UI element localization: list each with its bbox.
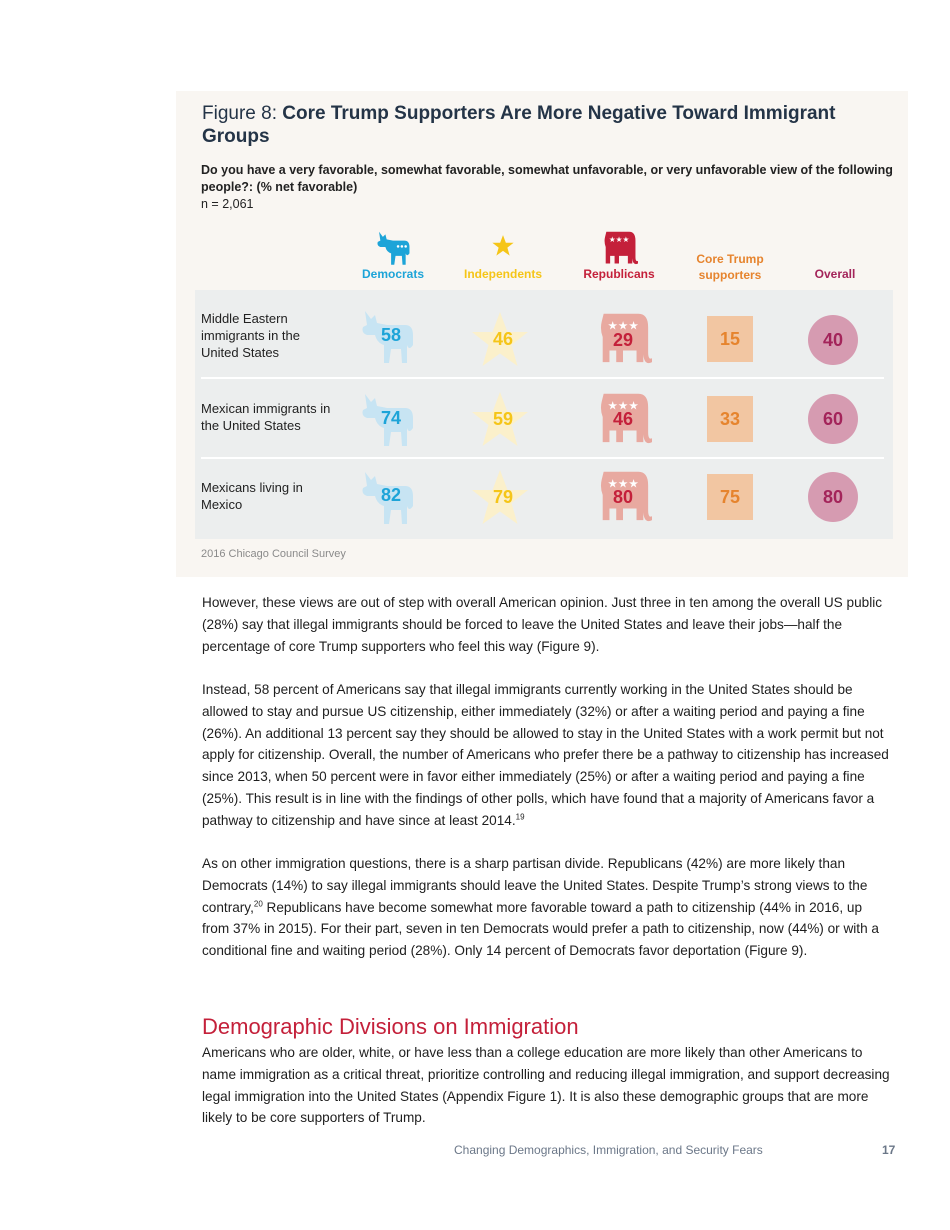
column-header-republicans <box>564 228 674 282</box>
cell-democrats-row2 <box>356 388 426 448</box>
value-democrats: 82 <box>380 485 402 505</box>
paragraph-3-text-a: As on other immigration questions, there is a sharp partisan divide. Republicans (42%) are more likely than Democrats (14%) to say illegal immigrants should leave the United States. Despite Trump’s strong views to the contrary, <box>202 856 868 915</box>
row-label-mexicans-in-mexico: Mexicans living in Mexico <box>201 480 303 512</box>
column-label-core-trump: Core Trump supporters <box>696 252 764 282</box>
figure-heading: Core Trump Supporters Are More Negative Toward Immigrant Groups <box>202 103 836 147</box>
value-republicans: 29 <box>612 330 634 350</box>
row-label-mexican-immigrants: Mexican immigrants in the United States <box>201 401 331 433</box>
column-label-republicans: Republicans <box>583 267 655 281</box>
value-independents: 59 <box>492 409 514 429</box>
svg-text:★★★: ★★★ <box>608 234 630 244</box>
cell-democrats-row1 <box>356 305 426 365</box>
cell-republicans-row3 <box>594 466 664 526</box>
footnote-20: 20 <box>253 899 263 909</box>
value-democrats: 74 <box>380 408 402 428</box>
elephant-icon <box>600 228 638 266</box>
value-overall: 40 <box>808 315 858 365</box>
star-icon <box>484 228 522 266</box>
row-label-middle-eastern: Middle Eastern immigrants in the United States <box>201 311 300 360</box>
survey-question: Do you have a very favorable, somewhat favorable, somewhat unfavorable, or very unfavorable view of the following people?: (% net favorable) <box>201 163 893 194</box>
cell-independents-row2 <box>468 390 538 450</box>
cell-democrats-row3 <box>356 466 426 526</box>
svg-text:★★★: ★★★ <box>607 318 639 333</box>
column-label-democrats: Democrats <box>361 267 425 281</box>
value-core-trump: 15 <box>707 316 753 362</box>
paragraph-3 <box>202 853 892 962</box>
value-democrats: 58 <box>380 325 402 345</box>
value-republicans: 46 <box>612 409 634 429</box>
figure-title <box>202 102 842 148</box>
column-label-independents: Independents <box>463 267 542 281</box>
sample-size: n = 2,061 <box>201 197 254 211</box>
paragraph-1: However, these views are out of step with overall American opinion. Just three in ten among the overall US public (28%) say that illegal immigrants should be forced to leave the United States and leave their jobs—half the percentage of core Trump supporters who feel this way (Figure 9). <box>202 595 883 654</box>
cell-independents-row1 <box>468 310 538 370</box>
column-header-overall <box>780 266 890 282</box>
column-header-core-trump <box>675 251 785 283</box>
value-core-trump: 33 <box>707 396 753 442</box>
svg-text:★★★: ★★★ <box>607 398 639 413</box>
row-divider <box>201 377 884 379</box>
page-number: 17 <box>882 1143 896 1157</box>
donkey-icon <box>374 228 412 266</box>
value-republicans: 80 <box>612 487 634 507</box>
value-overall: 60 <box>808 394 858 444</box>
paragraph-4: Americans who are older, white, or have less than a college education are more likely than other Americans to name immigration as a critical threat, prioritize controlling and reducing illegal immigration, and support decreasing legal immigration into the United States (Appendix Figure 1). It is also these demographic groups that are more likely to be core supporters of Trump. <box>202 1045 890 1126</box>
paragraph-2 <box>202 679 892 832</box>
cell-independents-row3 <box>468 468 538 528</box>
footnote-19: 19 <box>515 812 525 822</box>
footer-title: Changing Demographics, Immigration, and Security Fears <box>454 1143 763 1157</box>
row-divider <box>201 457 884 459</box>
figure-source: 2016 Chicago Council Survey <box>201 548 346 560</box>
svg-text:★★★: ★★★ <box>607 476 639 491</box>
paragraph-2-text: Instead, 58 percent of Americans say that illegal immigrants currently working in the United States should be allowed to stay and pursue US citizenship, either immediately (32%) or after a waiting period and paying a fine (26%). An additional 13 percent say they should be allowed to stay in the United States with a work permit but not apply for citizenship. Overall, the number of Americans who prefer there be a pathway to citizenship has increased since 2013, when 50 percent were in favor either immediately (25%) or after a waiting period and paying a fine (25%). This result is in line with the findings of other polls, which have found that a majority of Americans favor a pathway to citizenship and have since at least 2014. <box>202 682 889 828</box>
value-overall: 80 <box>808 472 858 522</box>
value-core-trump: 75 <box>707 474 753 520</box>
value-independents: 79 <box>492 487 514 507</box>
cell-republicans-row1 <box>594 308 664 368</box>
paragraph-3-text-b: Republicans have become somewhat more favorable toward a path to citizenship (44% in 2016, up from 37% in 2015). For their part, seven in ten Democrats would prefer a path to citizenship, now (44%) or with a conditional fine and waiting period (28%). Only 14 percent of Democrats favor deportation (Figure 9). <box>202 899 879 959</box>
section-heading: Demographic Divisions on Immigration <box>202 1014 579 1039</box>
column-header-independents <box>448 228 558 282</box>
cell-republicans-row2 <box>594 388 664 448</box>
value-independents: 46 <box>492 329 514 349</box>
column-label-overall: Overall <box>814 267 856 281</box>
column-header-democrats <box>338 228 448 282</box>
figure-label: Figure 8: <box>202 103 283 124</box>
